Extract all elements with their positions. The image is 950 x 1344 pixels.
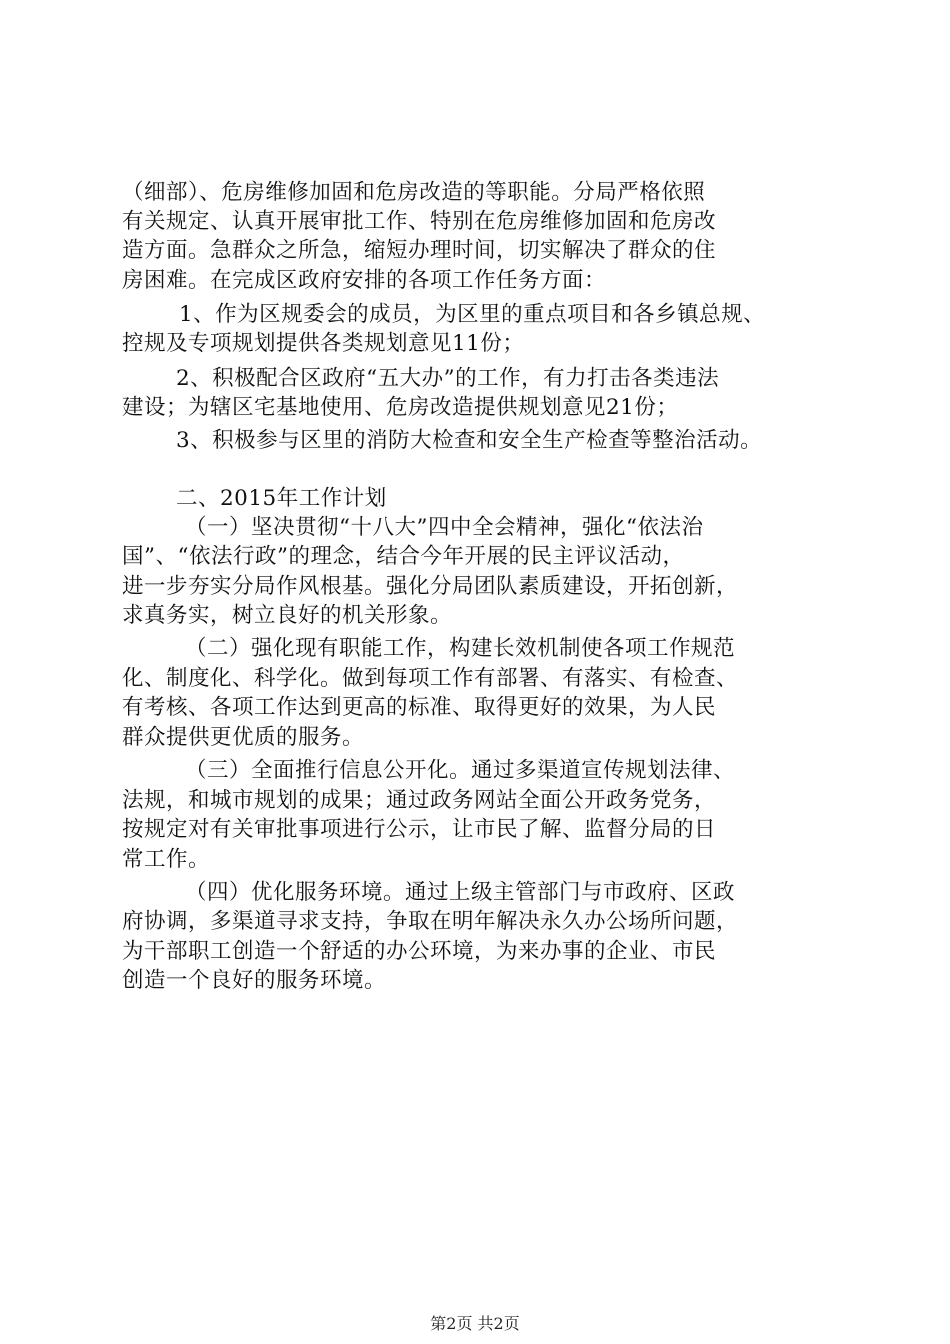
body-text-line: 按规定对有关审批事项进行公示，让市民了解、监督分局的日	[122, 817, 717, 842]
body-text-line: 房困难。在完成区政府安排的各项工作任务方面：	[122, 268, 607, 293]
body-text-line: 为干部职工创造一个舒适的办公环境，为来办事的企业、市民	[122, 939, 717, 964]
body-text-line: 造方面。急群众之所急，缩短办理时间，切实解决了群众的住	[122, 238, 717, 263]
body-text-line: 国”、“依法行政”的理念，结合今年开展的民主评议活动，	[122, 544, 685, 569]
body-text-line: 有关规定、认真开展审批工作、特别在危房维修加固和危房改	[122, 209, 717, 234]
body-text-line: （细部）、危房维修加固和危房改造的等职能。分局严格依照	[122, 180, 706, 205]
list-item-text: 1、作为区规委会的成员，为区里的重点项目和各乡镇总规、	[179, 302, 766, 327]
list-item-text: 2、积极配合区政府“五大办”的工作，有力打击各类违法	[176, 366, 720, 391]
body-text-line: 化、制度化、科学化。做到每项工作有部署、有落实、有检查、	[122, 666, 739, 691]
body-text-line: 群众提供更优质的服务。	[122, 725, 365, 750]
body-text-line: （一）坚决贯彻“十八大”四中全会精神，强化“依法治	[185, 515, 704, 540]
body-text-line: 常工作。	[122, 847, 211, 872]
body-text-line: 创造一个良好的服务环境。	[122, 968, 387, 993]
body-text-line: 求真务实，树立良好的机关形象。	[122, 603, 453, 628]
section-heading: 二、2015年工作计划	[176, 486, 387, 511]
body-text-line: 府协调，多渠道寻求支持，争取在明年解决永久办公场所问题，	[122, 909, 739, 934]
body-text-line: （四）优化服务环境。通过上级主管部门与市政府、区政	[185, 880, 736, 905]
list-item-text: 控规及专项规划提供各类规划意见11份；	[122, 331, 525, 356]
list-item-text: 建设；为辖区宅基地使用、危房改造提供规划意见21份；	[122, 395, 679, 420]
body-text-line: 有考核、各项工作达到更高的标准、取得更好的效果，为人民	[122, 695, 717, 720]
page-footer	[0, 1314, 950, 1334]
body-text-line: （二）强化现有职能工作，构建长效机制使各项工作规范	[185, 636, 736, 661]
page-number-label: 第2页 共2页	[430, 1314, 520, 1333]
body-text-line: 法规，和城市规划的成果；通过政务网站全面公开政务党务，	[122, 788, 717, 813]
list-item-text: 3、积极参与区里的消防大检查和安全生产检查等整治活动。	[176, 428, 763, 453]
body-text-line: （三）全面推行信息公开化。通过多渠道宣传规划法律、	[185, 758, 736, 783]
body-text-line: 进一步夯实分局作风根基。强化分局团队素质建设，开拓创新，	[122, 574, 739, 599]
